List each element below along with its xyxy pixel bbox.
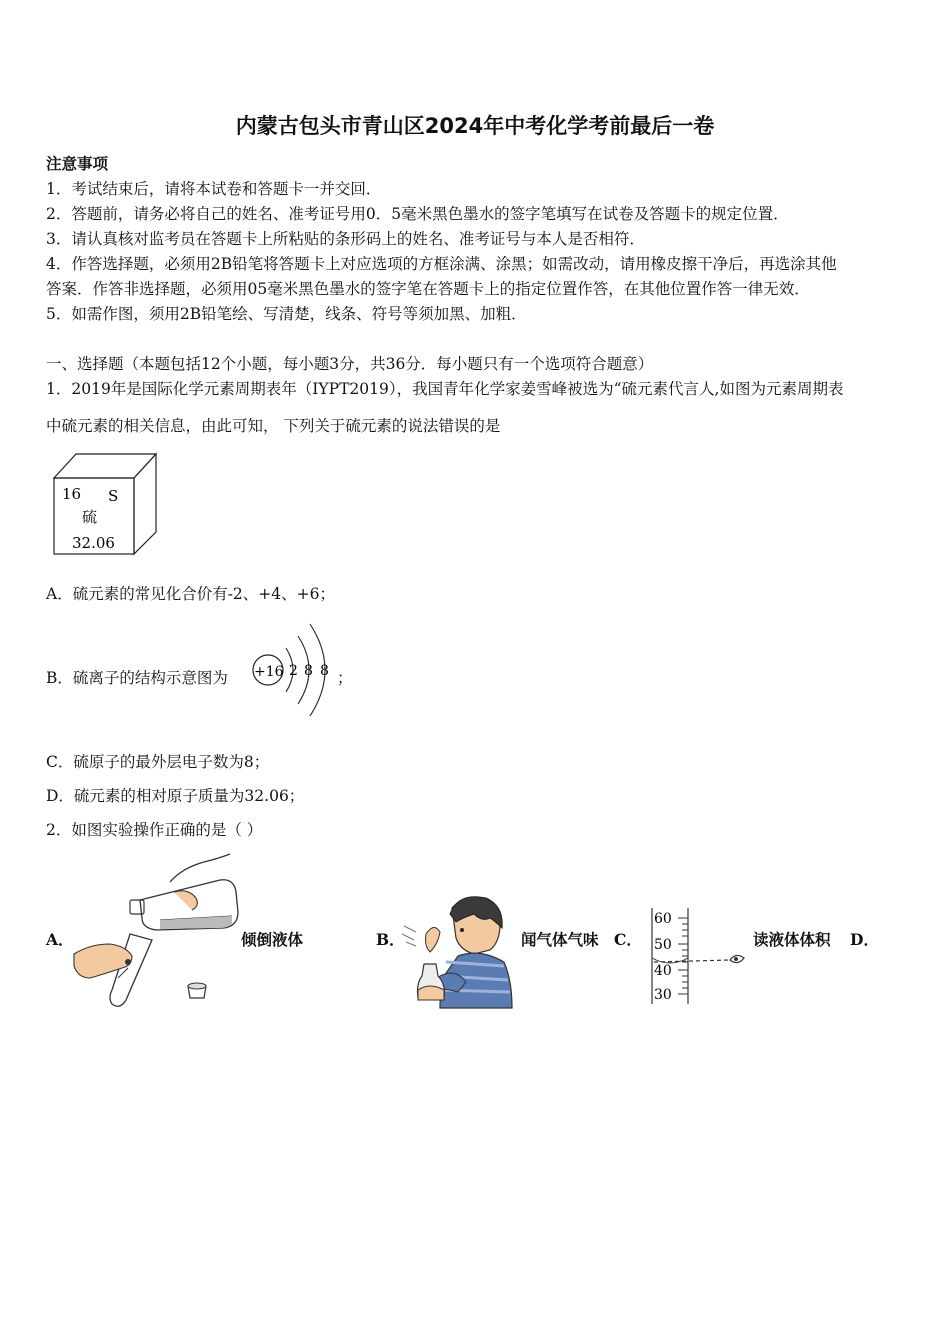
q1-stem-line1: 1．2019年是国际化学元素周期表年（IYPT2019），我国青年化学家姜雪峰被选为“硫元素代言人,如图为元素周期表 [46,380,844,398]
ion-shell-3: 8 [320,663,329,679]
notice-item-4-cont: 答案．作答非选择题，必须用05毫米黑色墨水的签字笔在答题卡上的指定位置作答，在其他位置作答一律无效． [46,280,810,298]
sulfur-ion-diagram [246,612,346,728]
ion-shell-1: 2 [289,663,298,679]
notice-item-1: 1．考试结束后，请将本试卷和答题卡一并交回． [46,180,382,198]
q1-option-d: D．硫元素的相对原子质量为32.06； [46,787,305,805]
cylinder-mark-50: 50 [654,937,672,953]
q2-stem: 2．如图实验操作正确的是（ ） [46,821,263,839]
q1-option-b: B．硫离子的结构示意图为 [46,669,228,687]
q2-option-d-letter: D． [850,930,879,949]
notice-item-2: 2．答题前，请务必将自己的姓名、准考证号用0．5毫米黑色墨水的签字笔填写在试卷及答题卡的规定位置． [46,205,789,223]
pouring-liquid-image [70,848,240,1012]
ion-nucleus: +16 [254,664,284,680]
element-number: 16 [62,485,82,503]
q2-option-c-caption: 读液体体积 [753,930,831,949]
notice-item-4: 4．作答选择题，必须用2B铅笔将答题卡上对应选项的方框涂满、涂黑；如需改动，请用橡皮擦干净后，再选涂其他 [46,255,837,273]
q2-option-b-caption: 闻气体气味 [521,930,599,949]
notice-item-5: 5．如需作图，须用2B铅笔绘、写清楚，线条、符号等须加黑、加粗． [46,305,527,323]
notice-heading: 注意事项 [46,154,109,173]
cylinder-mark-40: 40 [654,963,672,979]
element-symbol: S [108,487,119,505]
sulfur-element-card [50,450,160,558]
q1-option-b-suffix: ； [337,669,353,687]
smelling-gas-image [400,892,516,1010]
q2-option-a-caption: 倾倒液体 [241,930,304,949]
q2-option-a-letter: A． [46,930,74,949]
reading-cylinder-image [646,904,750,1008]
cylinder-mark-60: 60 [654,911,672,927]
cylinder-mark-30: 30 [654,987,672,1003]
ion-shell-2: 8 [304,663,313,679]
notice-item-3: 3．请认真核对监考员在答题卡上所粘贴的条形码上的姓名、准考证号与本人是否相符． [46,230,645,248]
page-title: 内蒙古包头市青山区2024年中考化学考前最后一卷 [235,114,715,138]
q1-option-c: C．硫原子的最外层电子数为8； [46,753,270,771]
element-name: 硫 [82,508,98,526]
q2-option-c-letter: C． [614,930,642,949]
element-mass: 32.06 [72,534,115,552]
q2-option-b-letter: B． [376,930,405,949]
q1-stem-line2: 中硫元素的相关信息，由此可知， 下列关于硫元素的说法错误的是 [46,417,501,435]
q1-option-a: A．硫元素的常见化合价有-2、+4、+6； [46,585,335,603]
section-heading: 一、选择题（本题包括12个小题，每小题3分，共36分．每小题只有一个选项符合题意） [46,355,654,373]
